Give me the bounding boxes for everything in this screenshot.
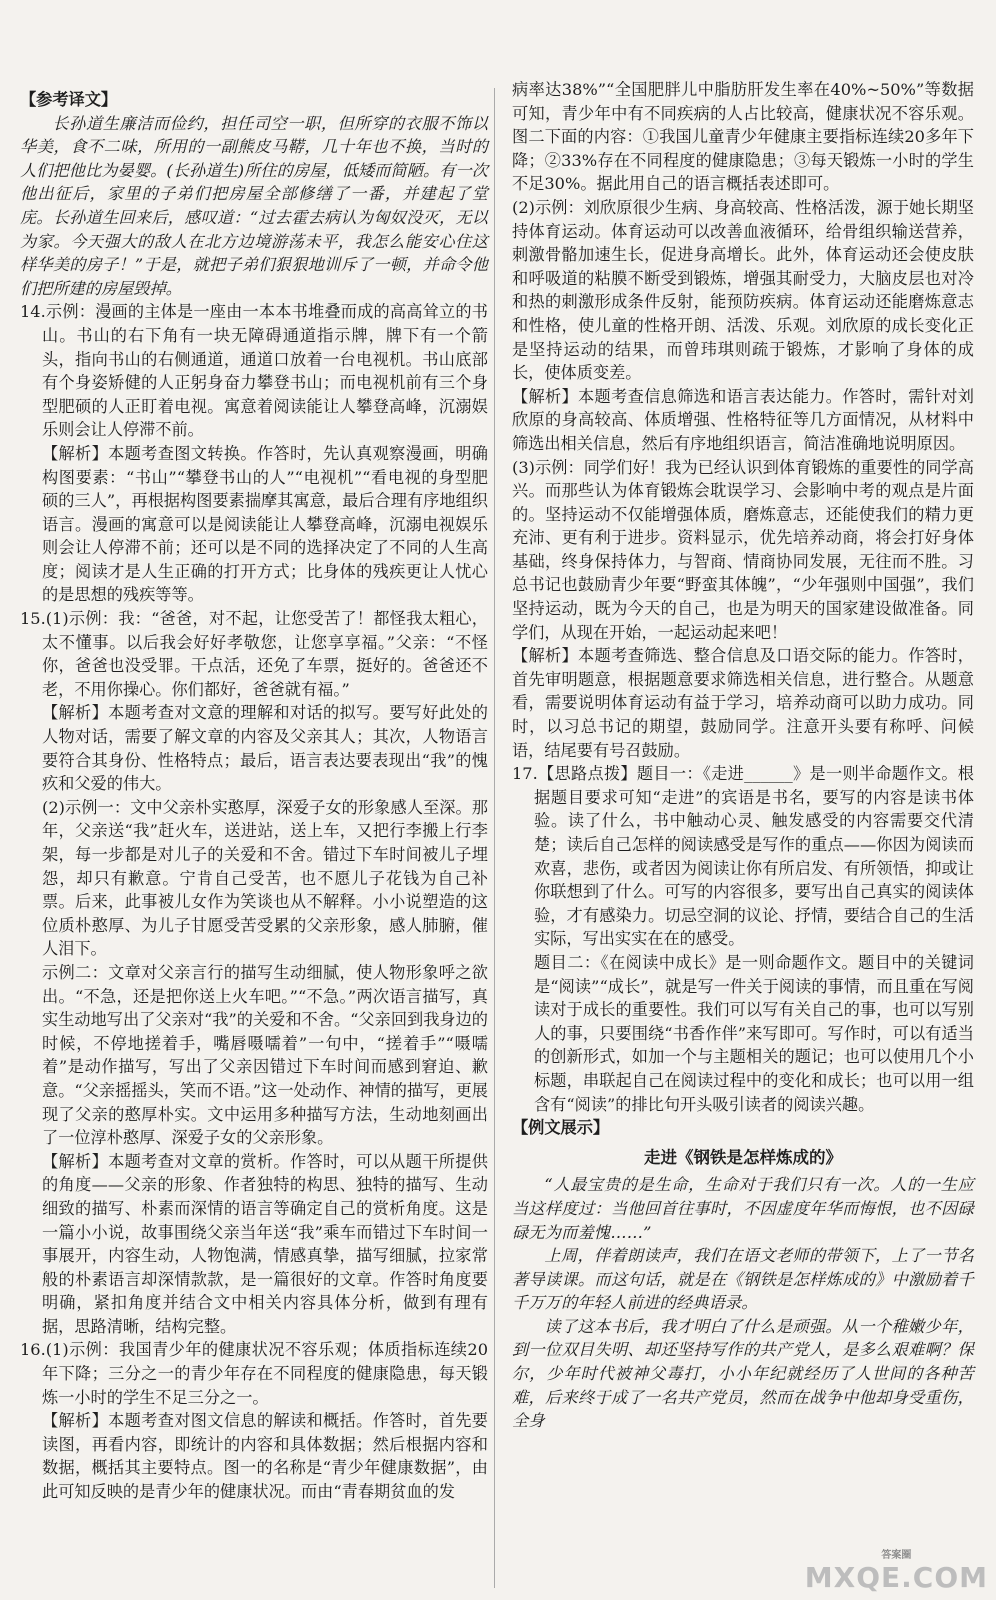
q14-answer: 14.示例：漫画的主体是一座由一本本书堆叠而成的高高耸立的书山。书山的右下角有一块无障碍通道指示牌，牌下有一个箭头，指向书山的右侧通道，通道口放着一台电视机。书山底部有个身姿矫健的人正躬身奋力攀登书山；而电视机前有三个身型肥硕的人正盯着电视。寓意着阅读能让人攀登高峰，沉溺娱乐则会让人停滞不前。 <box>20 302 488 440</box>
essay-paragraph: 上周，伴着朗读声，我们在语文老师的带领下，上了一节名著导读课。而这句话，就是在《钢铁是怎样炼成的》中激励着千千万万的年轻人前进的经典语录。 <box>512 1246 974 1313</box>
essay-body <box>512 1173 974 1433</box>
watermark-logo <box>805 1546 988 1594</box>
q15-2-example-1: (2)示例一：文中父亲朴实憨厚，深爱子女的形象感人至深。那年，父亲送“我”赶火车，送进站，送上车，又把行李搬上行李架，每一步都是对儿子的关爱和不舍。错过下车时间被儿子埋怨，却只有歉意。宁肯自己受苦，也不愿儿子花钱为自己补票。后来，此事被儿女作为笑谈也从不解释。小小说塑造的这位质朴憨厚、为儿子甘愿受苦受累的父亲形象，感人肺腑，催人泪下。 <box>42 797 488 959</box>
q15-1-analysis: 【解析】本题考查对文意的理解和对话的拟写。要写好此处的人物对话，需要了解文章的内容及父亲其人；其次，人物语言要符合其身份、性格特点；最后，语言表达要表现出“我”的愧疚和父爱的伟大。 <box>42 703 488 794</box>
q17-guidance: 17.【思路点拨】题目一：《走进______》是一则半命题作文。根据题目要求可知“走进”的宾语是书名，要写的内容是读书体验。读了什么，书中触动心灵、触发感受的内容需要交代清楚；读后自己怎样的阅读感受是写作的重点——你因为阅读而欢喜，悲伤，或者因为阅读让你有所启发、有所领悟，抑或让你联想到了什么。可写的内容很多，要写出自己真实的阅读体验，才有感染力。切忌空洞的议论、抒情，要结合自己的生活实际，写出实实在在的感受。 <box>512 764 974 949</box>
example-essay-heading: 【例文展示】 <box>512 1118 610 1138</box>
q15-2-analysis: 【解析】本题考查对文章的赏析。作答时，可以从题干所提供的角度——父亲的形象、作者独特的构思、独特的描写、生动细致的描写、朴素而深情的语言等确定自己的赏析角度。这是一篇小小说，故事围绕父亲当年送“我”乘车而错过下车时间一事展开，内容生动，人物饱满，情感真挚，描写细腻，拉家常般的朴素语言却深情款款，是一篇很好的文章。作答时角度要明确，紧扣角度并结合文中相关内容具体分析，做到有理有据，思路清晰，结构完整。 <box>42 1151 488 1336</box>
essay-title: 走进《钢铁是怎样炼成的》 <box>644 1147 842 1167</box>
q16-1-analysis-continued: 病率达38%”“全国肥胖儿中脂肪肝发生率在40%~50%”等数据可知，青少年中有不同疾病的人占比较高，健康状况不容乐观。图二下面的内容：①我国儿童青少年健康主要指标连续20多年下降；②33%存在不同程度的健康隐患；③每天锻炼一小时的学生不足30%。据此用自己的语言概括表述即可。 <box>512 80 974 194</box>
q14-analysis: 【解析】本题考查图文转换。作答时，先认真观察漫画，明确构图要素：“书山”“攀登书山的人”“电视机”“看电视的身型肥硕的三人”，再根据构图要素揣摩其寓意，最后合理有序地组织语言。漫画的寓意可以是阅读能让人攀登高峰，沉溺电视娱乐则会让人停滞不前；还可以是不同的选择决定了不同的人生高度；阅读才是人生正确的打开方式；比身体的残疾更让人忧心的是思想的残疾等等。 <box>42 443 488 605</box>
watermark-caption: 答案圈 <box>881 1550 912 1561</box>
essay-paragraph: 读了这本书后，我才明白了什么是顽强。从一个稚嫩少年，到一位双目失明、却还坚持写作的共产党人，是多么艰难啊？保尔，少年时代被神父毒打，小小年纪就经历了人世间的各种苦难，后来终于成了一名共产党员，然而在战争中他却身受重伤，全身 <box>512 1316 974 1431</box>
q16-1-analysis: 【解析】本题考查对图文信息的解读和概括。作答时，首先要读图，再看内容，即统计的内容和具体数据；然后根据内容和数据，概括其主要特点。图一的名称是“青少年健康数据”，由此可知反映的是青少年的健康状况。而由“青春期贫血的发 <box>42 1411 488 1502</box>
q17-topic-2: 题目二：《在阅读中成长》是一则命题作文。题目中的关键词是“阅读”“成长”，就是写一件关于阅读的事情，而且重在写阅读对于成长的重要性。我们可以写有关自己的事，也可以写别人的事，只要围绕“书香作伴”来写即可。写作时，可以有适当的创新形式，如加一个与主题相关的题记；也可以使用几个小标题，串联起自己在阅读过程中的变化和成长；也可以用一组含有“阅读”的排比句开头吸引读者的阅读兴趣。 <box>534 952 974 1114</box>
right-column <box>512 78 974 1433</box>
left-column <box>20 88 488 1504</box>
column-divider <box>494 88 495 1588</box>
q16-2-analysis: 【解析】本题考查信息筛选和语言表达能力。作答时，需针对刘欣原的身高较高、体质增强、性格特征等几方面情况，从材料中筛选出相关信息，然后有序地组织语言，简洁准确地说明原因。 <box>512 386 974 453</box>
q15-2-example-2: 示例二：文章对父亲言行的描写生动细腻，使人物形象呼之欲出。“不急，还是把你送上火车吧。”“不急。”两次语言描写，真实生动地写出了父亲对“我”的关爱和不舍。“父亲回到我身边的时候，不停地搓着手，嘴唇嗫嚅着”一句中，“搓着手”“嗫嚅着”是动作描写，写出了父亲因错过下车时间而感到窘迫、歉意。“父亲摇摇头，笑而不语。”这一处动作、神情的描写，更展现了父亲的憨厚朴实。文中运用多种描写方法，生动地刻画出了一位淳朴憨厚、深爱子女的父亲形象。 <box>42 962 488 1148</box>
reference-translation-heading: 【参考译文】 <box>20 90 118 109</box>
essay-paragraph: “人最宝贵的是生命，生命对于我们只有一次。人的一生应当这样度过：当他回首往事时，不因虚度年华而悔恨，也不因碌碌无为而羞愧……” <box>512 1175 974 1242</box>
q15-1-answer: 15.(1)示例：我：“爸爸，对不起，让您受苦了！都怪我太粗心，太不懂事。以后我会好好孝敬您，让您享享福。”父亲：“不怪你，爸爸也没受罪。干点活，还免了车票，挺好的。爸爸还不老，不用你操心。你们都好，爸爸就有福。” <box>20 609 488 699</box>
q16-3-answer: (3)示例：同学们好！我为已经认识到体育锻炼的重要性的同学高兴。而那些认为体育锻炼会耽误学习、会影响中考的观点是片面的。坚持运动不仅能增强体质，磨炼意志，还能使我们的精力更充沛、更有利于进步。资料显示，优先培养动商，将会打好身体基础，终身保持体力，与智商、情商协同发展，无往而不胜。习总书记也鼓励青少年要“野蛮其体魄”，“少年强则中国强”，我们坚持运动，既为今天的自己，也是为明天的国家建设做准备。同学们，从现在开始，一起运动起来吧！ <box>512 457 974 642</box>
q16-3-analysis: 【解析】本题考查筛选、整合信息及口语交际的能力。作答时，首先审明题意，根据题意要求筛选相关信息，进行整合。从题意看，需要说明体育运动有益于学习，培养动商可以助力成功。同时，以习总书记的期望，鼓励同学。注意开头要有称呼、问候语，结尾要有号召鼓励。 <box>512 646 974 760</box>
watermark-brand: MXQE.COM <box>804 1561 988 1594</box>
q16-2-answer: (2)示例：刘欣原很少生病、身高较高、性格活泼，源于她长期坚持体育运动。体育运动可以改善血液循环，给骨组织输送营养，刺激骨骼加速生长，促进身高增长。此外，体育运动还会使皮肤和呼吸道的粘膜不断受到锻炼，增强其耐受力，大脑皮层也对冷和热的刺激形成条件反射，能预防疾病。体育运动还能磨炼意志和性格，使儿童的性格开朗、活泼、乐观。刘欣原的成长变化正是坚持运动的结果，而曾玮琪则疏于锻炼，才影响了身体的成长，使体质变差。 <box>512 197 974 383</box>
q16-1-answer: 16.(1)示例：我国青少年的健康状况不容乐观；体质指标连续20年下降；三分之一的青少年存在不同程度的健康隐患，每天锻炼一小时的学生不足三分之一。 <box>20 1340 488 1407</box>
reference-translation-text: 长孙道生廉洁而俭约，担任司空一职，但所穿的衣服不饰以华美，食不二味，所用的一副熊皮马鞯，几十年也不换，当时的人们把他比为晏婴。(长孙道生)所住的房屋，低矮而简陋。有一次他出征后，家里的子弟们把房屋全部修缮了一番，并建起了堂庑。长孙道生回来后，感叹道：“过去霍去病认为匈奴没灭，无以为家。今天强大的敌人在北方边境游荡未平，我怎么能安心住这样华美的房子！”于是，就把子弟们狠狠地训斥了一顿，并命令他们把所建的房屋毁掉。 <box>20 113 488 298</box>
